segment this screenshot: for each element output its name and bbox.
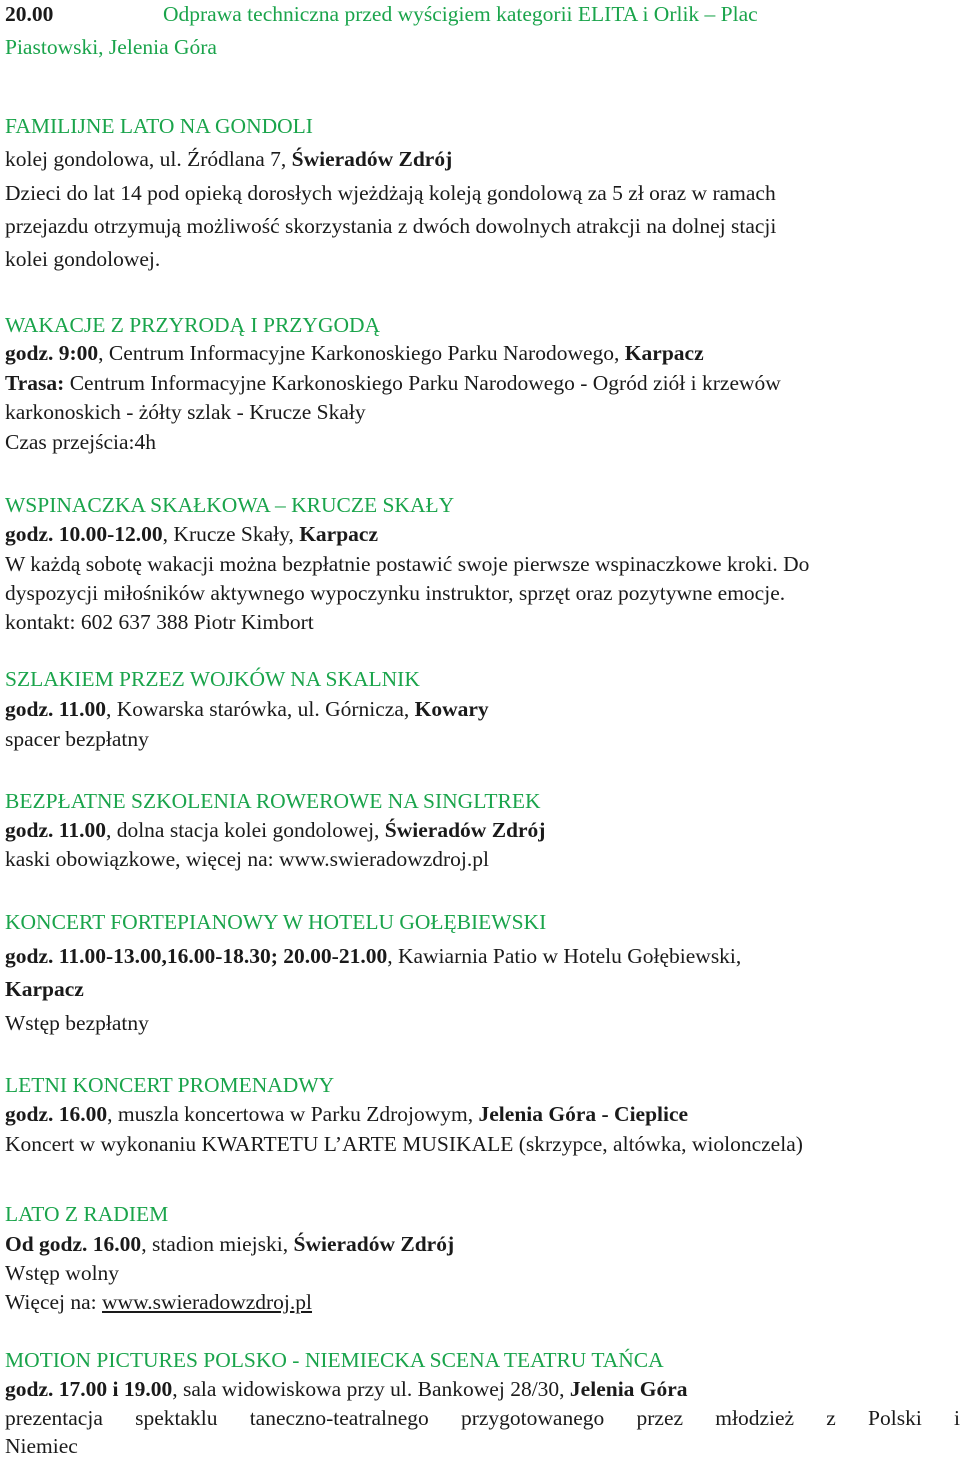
- szkolenia-title: BEZPŁATNE SZKOLENIA ROWEROWE NA SINGLTREK: [5, 789, 541, 813]
- radio-desc: Wstęp wolny: [5, 1261, 120, 1285]
- intro-time: 20.00: [5, 2, 54, 26]
- wakacje-city: Karpacz: [624, 341, 704, 365]
- radio-title: LATO Z RADIEM: [5, 1202, 169, 1226]
- familijne-title: FAMILIJNE LATO NA GONDOLI: [5, 114, 313, 138]
- wakacje-route-1: Trasa: Centrum Informacyjne Karkonoskiego Parku Narodowego - Ogród ziół i krzewów: [5, 371, 781, 395]
- motion-city: Jelenia Góra: [569, 1377, 688, 1401]
- motion-title: MOTION PICTURES POLSKO - NIEMIECKA SCENA TEATRU TAŃCA: [5, 1348, 664, 1372]
- familijne-desc-1: Dzieci do lat 14 pod opieką dorosłych wjeżdżają koleją gondolową za 5 zł oraz w ramach: [5, 181, 776, 205]
- radio-time-line: Od godz. 16.00, stadion miejski, Świeradów Zdrój: [5, 1232, 455, 1256]
- promenada-city: Jelenia Góra - Cieplice: [478, 1102, 689, 1126]
- szkolenia-city: Świeradów Zdrój: [384, 818, 546, 842]
- intro-text: Odprawa techniczna przed wyścigiem kategorii ELITA i Orlik – Plac: [163, 2, 758, 26]
- radio-more: Więcej na: www.swieradowzdroj.pl: [5, 1290, 313, 1314]
- promenada-title: LETNI KONCERT PROMENADWY: [5, 1073, 335, 1097]
- radio-city: Świeradów Zdrój: [293, 1232, 455, 1256]
- wakacje-route-2: karkonoskich - żółty szlak - Krucze Skały: [5, 400, 366, 424]
- promenada-time-line: godz. 16.00, muszla koncertowa w Parku Zdrojowym, Jelenia Góra - Cieplice: [5, 1102, 689, 1126]
- radio-website-link[interactable]: www.swieradowzdroj.pl: [102, 1290, 313, 1314]
- koncert-time-line: godz. 11.00-13.00,16.00-18.30; 20.00-21.00, Kawiarnia Patio w Hotelu Gołębiewski,: [5, 944, 742, 968]
- szlakiem-title: SZLAKIEM PRZEZ WOJKÓW NA SKALNIK: [5, 667, 420, 691]
- motion-desc-1: prezentacja spektaklu taneczno-teatralnego przygotowanego przez młodzież z Polski i: [5, 1406, 960, 1430]
- szkolenia-time-line: godz. 11.00, dolna stacja kolei gondolowej, Świeradów Zdrój: [5, 818, 546, 842]
- koncert-city: Karpacz: [5, 977, 84, 1001]
- wakacje-title: WAKACJE Z PRZYRODĄ I PRZYGODĄ: [5, 313, 381, 337]
- wakacje-duration: Czas przejścia:4h: [5, 430, 157, 454]
- familijne-location: kolej gondolowa, ul. Źródlana 7, Świeradów Zdrój: [5, 147, 453, 171]
- koncert-desc: Wstęp bezpłatny: [5, 1011, 149, 1035]
- intro-line-1: [5, 0, 758, 30]
- wspinaczka-city: Karpacz: [299, 522, 379, 546]
- motion-time-line: godz. 17.00 i 19.00, sala widowiskowa przy ul. Bankowej 28/30, Jelenia Góra: [5, 1377, 688, 1401]
- szkolenia-desc: kaski obowiązkowe, więcej na: www.swieradowzdroj.pl: [5, 847, 490, 871]
- koncert-title: KONCERT FORTEPIANOWY W HOTELU GOŁĘBIEWSKI: [5, 910, 547, 934]
- wspinaczka-contact: kontakt: 602 637 388 Piotr Kimbort: [5, 610, 314, 634]
- wakacje-time-line: godz. 9:00, Centrum Informacyjne Karkonoskiego Parku Narodowego, Karpacz: [5, 341, 704, 365]
- motion-desc-2: Niemiec: [5, 1434, 78, 1458]
- wspinaczka-desc-2: dyspozycji miłośników aktywnego wypoczynku instruktor, sprzęt oraz pozytywne emocje.: [5, 581, 786, 605]
- familijne-desc-2: przejazdu otrzymują możliwość skorzystania z dwóch dowolnych atrakcji na dolnej stacji: [5, 214, 777, 238]
- szlakiem-time-line: godz. 11.00, Kowarska starówka, ul. Górnicza, Kowary: [5, 697, 489, 721]
- intro-line-2: Piastowski, Jelenia Góra: [5, 35, 217, 59]
- szlakiem-city: Kowary: [414, 697, 489, 721]
- wspinaczka-desc-1: W każdą sobotę wakacji można bezpłatnie postawić swoje pierwsze wspinaczkowe kroki. Do: [5, 552, 810, 576]
- wspinaczka-title: WSPINACZKA SKAŁKOWA – KRUCZE SKAŁY: [5, 493, 455, 517]
- wspinaczka-time-line: godz. 10.00-12.00, Krucze Skały, Karpacz: [5, 522, 379, 546]
- promenada-desc: Koncert w wykonaniu KWARTETU L’ARTE MUSIKALE (skrzypce, altówka, wiolonczela): [5, 1132, 803, 1156]
- szlakiem-desc: spacer bezpłatny: [5, 727, 149, 751]
- familijne-desc-3: kolei gondolowej.: [5, 247, 161, 271]
- familijne-city: Świeradów Zdrój: [291, 147, 453, 171]
